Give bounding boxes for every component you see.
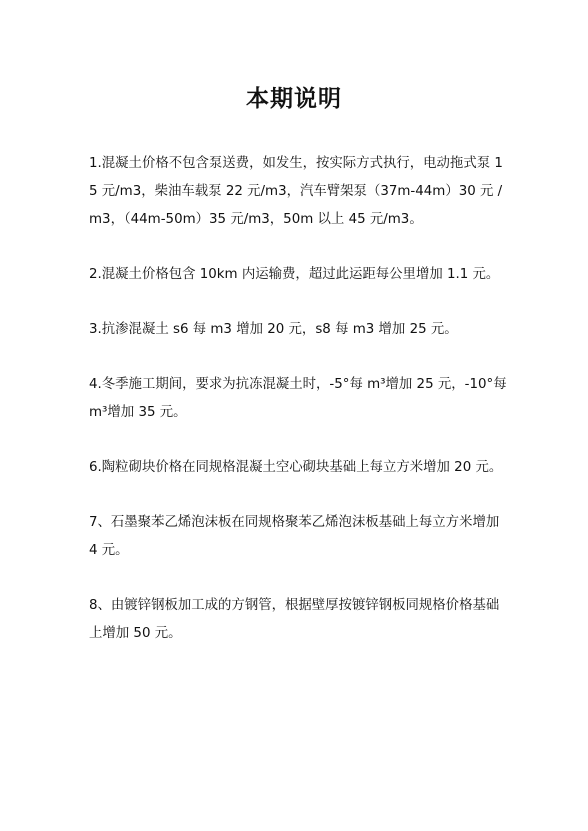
note-paragraph-6: 6.陶粒砌块价格在同规格混凝土空心砌块基础上每立方米增加 20 元。 xyxy=(89,460,503,475)
page-title: 本期说明 xyxy=(246,86,342,112)
note-paragraph-2: 2.混凝土价格包含 10km 内运输费，超过此运距每公里增加 1.1 元。 xyxy=(89,267,500,282)
note-paragraph-3: 3.抗渗混凝土 s6 每 m3 增加 20 元，s8 每 m3 增加 25 元。 xyxy=(89,322,458,337)
note-paragraph-4: 4.冬季施工期间，要求为抗冻混凝土时，-5°每 m³增加 25 元，-10°每 m³增加 35 元。 xyxy=(89,377,507,420)
note-paragraph-8: 8、由镀锌钢板加工成的方钢管，根据壁厚按镀锌钢板同规格价格基础上增加 50 元。 xyxy=(89,598,500,641)
note-paragraph-1: 1.混凝土价格不包含泵送费，如发生，按实际方式执行，电动拖式泵 15 元/m3，柴油车载泵 22 元/m3，汽车臂架泵（37m-44m）30 元 /m3，（44m-50m）35 元/m3，50m 以上 45 元/m3。 xyxy=(89,156,503,227)
notes-body xyxy=(89,150,507,675)
note-paragraph-7: 7、石墨聚苯乙烯泡沫板在同规格聚苯乙烯泡沫板基础上每立方米增加 4 元。 xyxy=(89,515,500,558)
